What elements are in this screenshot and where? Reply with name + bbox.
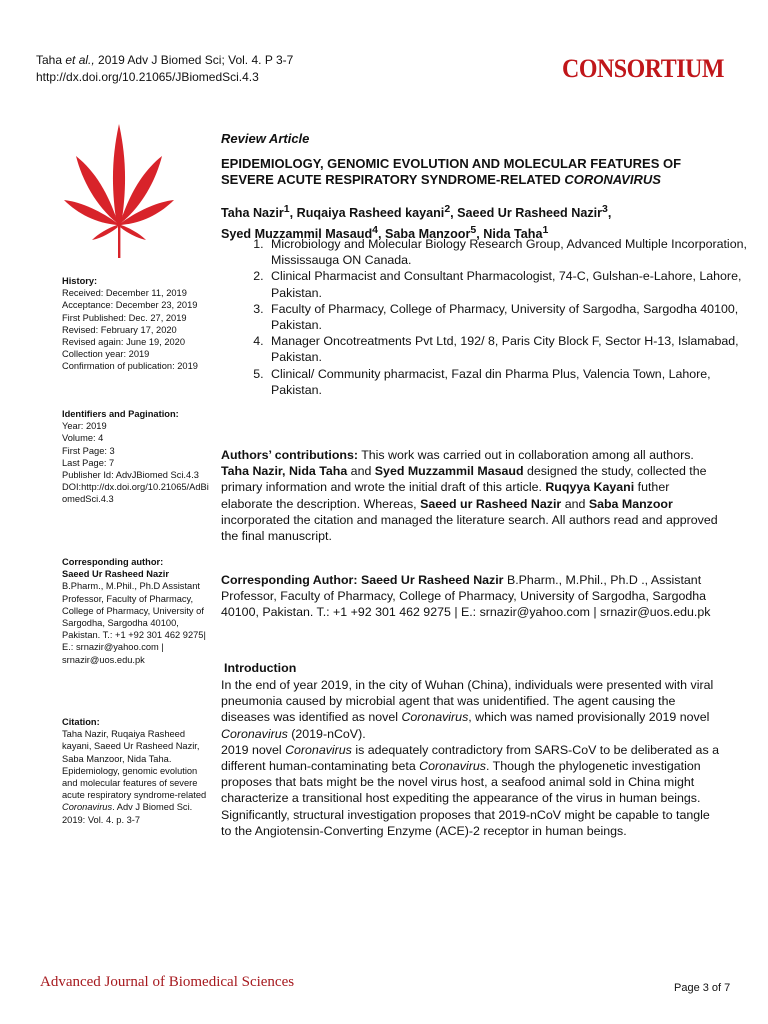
- citation-heading: Citation:: [62, 717, 100, 727]
- citation-line: 2019: Vol. 4. p. 3-7: [62, 814, 141, 825]
- author: Saba Manzoor$^5$,: [385, 223, 484, 241]
- corresponding-author-block: [62, 556, 212, 666]
- corr-line: Professor, Faculty of Pharmacy,: [62, 593, 194, 604]
- author: Nida Taha$^1$: [483, 223, 549, 241]
- history-line: Received: December 11, 2019: [62, 288, 187, 299]
- history-line: Collection year: 2019: [62, 349, 150, 360]
- cannabis-leaf-icon: [62, 122, 176, 260]
- corr-line: B.Pharm., M.Phil., Ph.D Assistant: [62, 581, 200, 592]
- authors-contributions: Authors’ contributions: This work was carried out in collaboration among all authors. Taha Nazir, Nida Taha and Syed Muzzammil Masaud designed the study, collected the primary information and wrote the initial draft of this article. Ruqyya Kayani futher elaborate the description. Whereas, Saeed ur Rasheed Nazir and Saba Manzoor incorporated the citation and managed the literature search. All authors read and approved the final manuscript.: [221, 448, 718, 544]
- header-doi[interactable]: http://dx.doi.org/10.21065/JBiomedSci.4.3: [36, 70, 259, 84]
- history-line: Revised again: June 19, 2020: [62, 337, 186, 348]
- corr-heading: Corresponding author:: [62, 557, 164, 567]
- affiliation-item: 2. Clinical Pharmacist and Consultant Pharmacologist, 74-C, Gulshan-e-Lahore, Lahore, Pakistan.: [267, 268, 747, 300]
- citation-line: Saba Manzoor, Nida Taha.: [62, 753, 172, 764]
- corr-line: Sargodha, Sargodha 40100,: [62, 618, 179, 629]
- article-title: EPIDEMIOLOGY, GENOMIC EVOLUTION AND MOLECULAR FEATURES OF SEVERE ACUTE RESPIRATORY SYNDROME-RELATED CORONAVIRUS: [221, 156, 682, 187]
- publisher-logo-text: CONSORTIUM: [562, 54, 725, 83]
- identifier-line: Year: 2019: [62, 421, 107, 432]
- identifier-line: omedSci.4.3: [62, 494, 114, 505]
- citation-line: Taha Nazir, Ruqaiya Rasheed: [62, 729, 185, 740]
- identifier-line: DOI:http://dx.doi.org/10.21065/AdBi: [62, 482, 209, 493]
- history-line: Revised: February 17, 2020: [62, 324, 177, 335]
- corr-line: srnazir@uos.edu.pk: [62, 654, 145, 665]
- author: Taha Nazir$^1$,: [221, 203, 297, 221]
- identifier-line: Publisher Id: AdvJBiomed Sci.4.3: [62, 470, 199, 481]
- identifiers-block: [62, 408, 212, 506]
- article-type: Review Article: [221, 131, 310, 146]
- identifier-line: First Page: 3: [62, 445, 115, 456]
- corr-line: College of Pharmacy, University of: [62, 605, 204, 616]
- identifier-line: Last Page: 7: [62, 457, 115, 468]
- introduction-heading: Introduction: [224, 661, 297, 675]
- citation-line: and molecular features of severe: [62, 778, 198, 789]
- history-line: Acceptance: December 23, 2019: [62, 300, 198, 311]
- affiliation-item: 4. Manager Oncotreatments Pvt Ltd, 192/ 8, Paris City Block F, Sector H-13, Islamabad, Pakistan.: [267, 333, 747, 365]
- author: Syed Muzzammil Masaud$^4$,: [221, 223, 386, 241]
- affiliation-item: 3. Faculty of Pharmacy, College of Pharmacy, University of Sargodha, Sargodha 40100, Pakistan.: [267, 301, 747, 333]
- affiliation-list: [221, 236, 747, 398]
- author: Saeed Ur Rasheed Nazir$^3$,: [457, 203, 612, 221]
- identifiers-heading: Identifiers and Pagination:: [62, 409, 179, 419]
- journal-footer: Advanced Journal of Biomedical Sciences: [40, 974, 295, 990]
- history-line: First Published: Dec. 27, 2019: [62, 312, 187, 323]
- citation-line: acute respiratory syndrome-related: [62, 790, 207, 801]
- identifier-line: Volume: 4: [62, 433, 104, 444]
- corr-name: Saeed Ur Rasheed Nazir: [62, 569, 169, 580]
- citation-block: [62, 716, 212, 826]
- page-number: Page 3 of 7: [674, 982, 731, 994]
- history-block: [62, 275, 212, 373]
- citation-line: Epidemiology, genomic evolution: [62, 765, 198, 776]
- corresponding-author-paragraph: Corresponding Author: Saeed Ur Rasheed Nazir B.Pharm., M.Phil., Ph.D ., Assistant Professor, Faculty of Pharmacy, College of Pharmacy, University of Sargodha, Sargodha 40100, Pakistan. T.: +1 +92 301 462 9275 | E.: srnazir@yahoo.com | srnazir@uos.edu.pk: [221, 573, 711, 620]
- corr-line: Pakistan. T.: +1 +92 301 462 9275|: [62, 630, 206, 641]
- corr-line: E.: srnazir@yahoo.com |: [62, 642, 164, 653]
- introduction-paragraph: In the end of year 2019, in the city of Wuhan (China), individuals were presented with viral pneumonia caused by microbial agent that was unidentified. The agent causing the diseases was identified as novel Coronavirus, which was named provisionally 2019 novel Coronavirus (2019-nCoV). 2019 novel Coronavirus is adequately contradictory from SARS-CoV to be deliberated as a different human-contaminating beta Coronavirus. Though the phylogenetic investigation proposes that bats might be the novel virus host, a seafood animal sold in China might characterize a transitional host expediting the appearance of the virus in human beings. Significantly, structural investigation proposes that 2019-nCoV might be capable to tangle to the Angiotensin-Converting Enzyme (ACE)-2 receptor in human beings.: [221, 678, 719, 838]
- affiliation-item: 1. Microbiology and Molecular Biology Research Group, Advanced Multiple Incorporation, Mississauga ON Canada.: [267, 236, 747, 268]
- author: Ruqaiya Rasheed kayani$^2$,: [296, 203, 458, 221]
- running-header: [36, 52, 293, 86]
- affiliation-item: 5. Clinical/ Community pharmacist, Fazal din Pharma Plus, Valencia Town, Lahore, Pakistan.: [267, 366, 747, 398]
- header-citation: Taha et al., 2019 Adv J Biomed Sci; Vol. 4. P 3-7: [36, 53, 294, 67]
- history-heading: History:: [62, 276, 98, 286]
- citation-line: kayani, Saeed Ur Rasheed Nazir,: [62, 741, 200, 752]
- history-line: Confirmation of publication: 2019: [62, 361, 198, 372]
- citation-line: Coronavirus. Adv J Biomed Sci.: [62, 802, 193, 813]
